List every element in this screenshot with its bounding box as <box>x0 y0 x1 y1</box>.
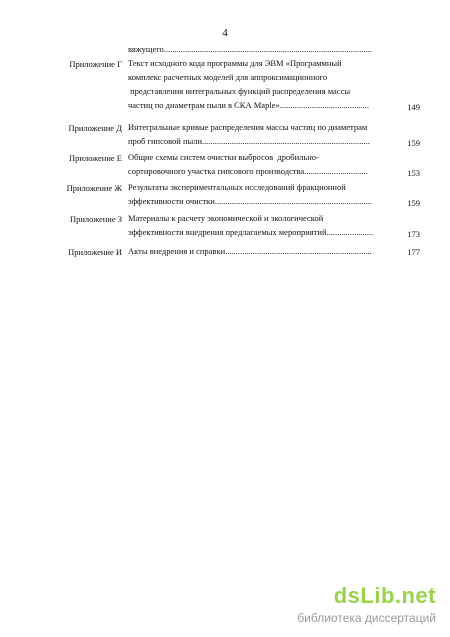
toc-line: Текст исходного кода программы для ЭВМ «Программный <box>128 58 342 68</box>
page-ref: 159 <box>407 138 420 148</box>
toc-line: частиц по диаметрам пыли в СКА Maple».......................................... <box>128 100 369 110</box>
page-ref: 149 <box>407 102 420 112</box>
toc-line: Результаты экспериментальных исследований фракционной <box>128 182 346 192</box>
toc-entry-text <box>128 120 396 148</box>
appendix-label: Приложение Д <box>68 123 122 133</box>
watermark <box>297 583 436 625</box>
toc-line: эффективности очистки.......................................................................... <box>128 196 373 206</box>
toc-line: Акты внедрения и справки..................................................................... <box>128 246 372 256</box>
toc-entry-text <box>128 56 396 112</box>
watermark-logo: dsLib.net <box>333 583 436 608</box>
toc-entry-text <box>128 180 396 208</box>
toc-line: сортировочного участка гипсового производства.............................. <box>128 166 368 176</box>
toc-entry-text <box>128 244 396 258</box>
toc-line: Материалы к расчету экономической и экологической <box>128 213 324 223</box>
appendix-label: Приложение И <box>68 247 122 257</box>
toc-line: Интегральные кривые распределения массы частиц по диаметрам <box>128 122 368 132</box>
page-ref: 177 <box>407 247 420 257</box>
appendix-label: Приложение Г <box>69 59 122 69</box>
page-ref: 159 <box>407 198 420 208</box>
appendix-label: Приложение Ж <box>66 183 122 193</box>
toc-line: эффективности внедрения предлагаемых мероприятий...................... <box>128 227 374 237</box>
page-number: 4 <box>222 27 228 39</box>
watermark-subtitle: библиотека диссертаций <box>297 611 436 625</box>
toc-line: представления интегральных функций распределения массы <box>128 86 351 96</box>
appendix-label: Приложение З <box>69 214 122 224</box>
appendix-label: Приложение Е <box>69 153 122 163</box>
toc-line: комплекс расчетных моделей для аппроксимационного <box>128 72 328 82</box>
page-ref: 153 <box>407 168 420 178</box>
page-ref: 173 <box>407 229 420 239</box>
toc-line: Общие схемы систем очистки выбросов дробильно- <box>128 152 319 162</box>
toc-line: проб гипсовой пыли............................................................................... <box>128 136 370 146</box>
toc-entry-text <box>128 150 396 178</box>
toc-entry-text <box>128 211 396 239</box>
toc-line: вяжущего.................................................................................................. <box>128 44 373 54</box>
toc-continuation-text <box>128 42 396 56</box>
